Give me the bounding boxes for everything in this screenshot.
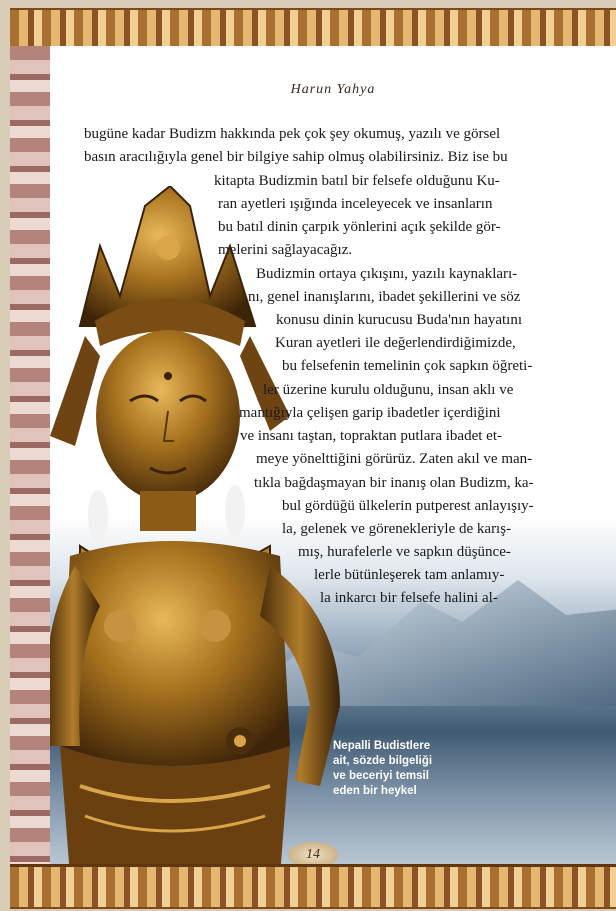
body-line: mış, hurafelerle ve sapkın düşünce- [298,544,511,560]
body-line: bu felsefenin temelinin çok sapkın öğreti- [282,358,533,374]
body-line: ran ayetleri ışığında inceleyecek ve insanların [218,196,493,212]
body-line: meye yönelttiğini görürüz. Zaten akıl ve man- [256,451,533,467]
caption-line: ait, sözde bilgeliği [333,755,433,767]
body-line: bu batıl dinin çarpık yönlerini açık şekilde gör- [218,219,501,235]
body-line: bul gördüğü ülkelerin putperest anlayışıy- [282,498,534,514]
body-line: nı, genel inanışlarını, ibadet şekillerini ve söz [248,289,521,305]
running-header-author: Harun Yahya [290,82,376,97]
ornamental-frame-bottom [10,864,616,909]
page-paper [50,46,616,864]
body-line: bugüne kadar Budizm hakkında pek çok şey okumuş, yazılı ve görsel [84,126,501,142]
ornamental-frame-left [10,46,53,864]
body-line: ler üzerine kurulu olduğunu, insan aklı ve [263,382,514,398]
body-line: la, gelenek ve görenekleriyle de karış- [282,521,512,537]
body-line: melerini sağlayacağız. [218,242,353,258]
body-line: mantığıyla çelişen garip ibadetler içerdiğini [239,405,501,421]
body-line: ve insanı taştan, topraktan putlara ibadet et- [240,428,502,444]
body-line: tıkla bağdaşmayan bir inanış olan Budizm, ka- [254,475,534,491]
body-line: kitapta Budizmin batıl bir felsefe olduğunu Ku- [214,173,500,189]
body-line: la inkarcı bir felsefe halini al- [320,590,498,606]
body-line: lerle bütünleşerek tam anlamıy- [314,567,505,583]
image-caption [333,739,463,799]
caption-line: ve beceriyi temsil [333,770,429,782]
page-number: 14 [288,842,338,864]
body-line: Budizmin ortaya çıkışını, yazılı kaynakları- [256,266,518,282]
body-line: Kuran ayetleri ile değerlendirdiğimizde, [275,335,516,351]
ornamental-frame-top [10,8,616,51]
body-line: basın aracılığıyla genel bir bilgiye sahip olmuş olabilirsiniz. Biz ise bu [84,149,508,165]
caption-line: Nepalli Budistlere [333,740,431,752]
caption-line: eden bir heykel [333,785,417,797]
body-line: konusu dinin kurucusu Buda'nın hayatını [276,312,523,328]
